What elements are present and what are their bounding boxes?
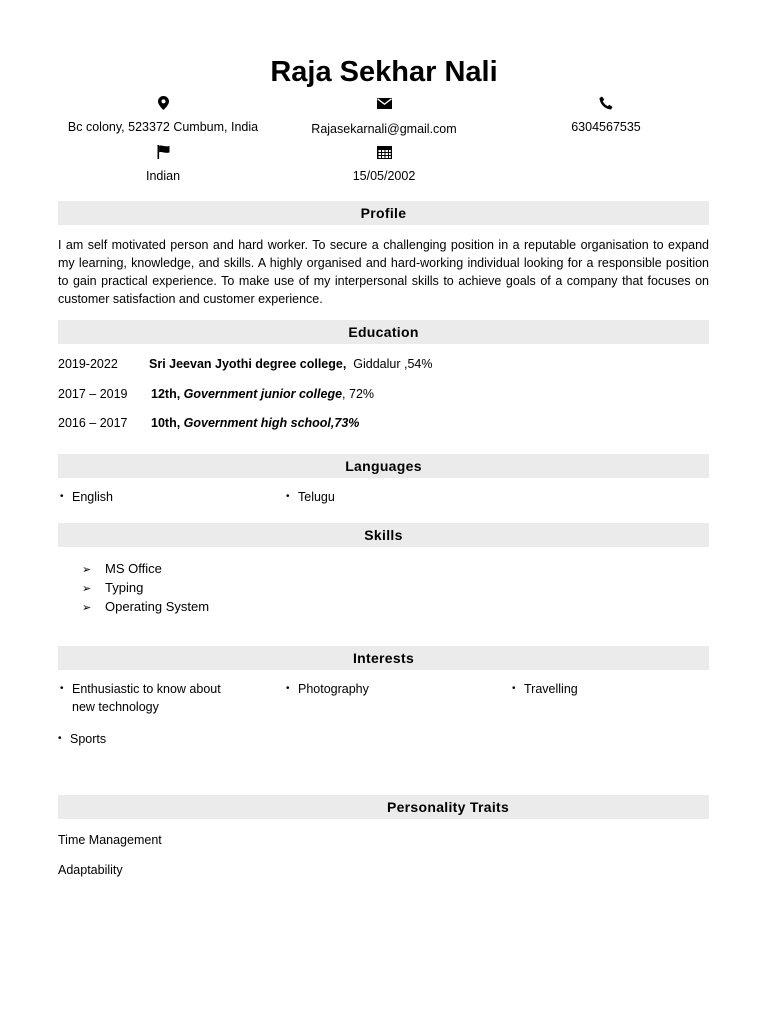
interests-heading: Interests [58, 646, 709, 670]
interest-item: • Travelling [512, 682, 578, 696]
skills-heading: Skills [58, 523, 709, 547]
trait-item: Time Management [58, 833, 162, 847]
phone-icon [486, 96, 726, 112]
calendar-icon [264, 145, 504, 161]
location-pin-icon [43, 96, 283, 112]
interest-item: • Enthusiastic to know about new technology [60, 682, 221, 714]
education-item: 2016 – 2017 10th, Government high school,73% [58, 416, 360, 430]
language-item: • English [60, 490, 113, 504]
interest-item: • Sports [58, 732, 107, 746]
envelope-icon [264, 98, 504, 114]
address-text: Bc colony, 523372 Cumbum, India [67, 120, 259, 134]
language-item: • Telugu [286, 490, 335, 504]
arrow-bullet-icon: ➢ [82, 583, 92, 595]
skill-item: ➢ MS Office [82, 559, 162, 580]
interest-item: • Photography [286, 682, 369, 696]
languages-heading: Languages [58, 454, 709, 478]
skill-item: ➢ Typing [82, 578, 143, 599]
nationality-text: Indian [145, 169, 181, 183]
birthdate-text: 15/05/2002 [352, 169, 416, 183]
profile-heading: Profile [58, 201, 709, 225]
birthdate-block [264, 145, 504, 183]
traits-heading: Personality Traits [58, 795, 709, 819]
phone-text: 6304567535 [571, 120, 641, 134]
skill-item: ➢ Operating System [82, 597, 209, 618]
education-heading: Education [58, 320, 709, 344]
profile-text: I am self motivated person and hard worker. To secure a challenging position in a reputable organisation to expand my learning, knowledge, and skills. A highly organised and hard-working individual looking for a responsible position to gain practical experience. To make use of my interpersonal skills to achieve goals of a company that focuses on customer satisfaction and customer experience. [58, 238, 709, 306]
email-block [264, 96, 504, 136]
candidate-name: Raja Sekhar Nali [270, 56, 498, 88]
education-item: 2019-2022 Sri Jeevan Jyothi degree college, Giddalur ,54% [58, 357, 433, 371]
address-block [43, 96, 283, 134]
education-item: 2017 – 2019 12th, Government junior college, 72% [58, 387, 375, 401]
arrow-bullet-icon: ➢ [82, 564, 92, 576]
nationality-block [43, 145, 283, 183]
trait-item: Adaptability [58, 863, 123, 877]
email-text[interactable]: Rajasekarnali@gmail.com [311, 122, 457, 136]
phone-block [486, 96, 726, 134]
arrow-bullet-icon: ➢ [82, 602, 92, 614]
flag-icon [43, 145, 283, 161]
